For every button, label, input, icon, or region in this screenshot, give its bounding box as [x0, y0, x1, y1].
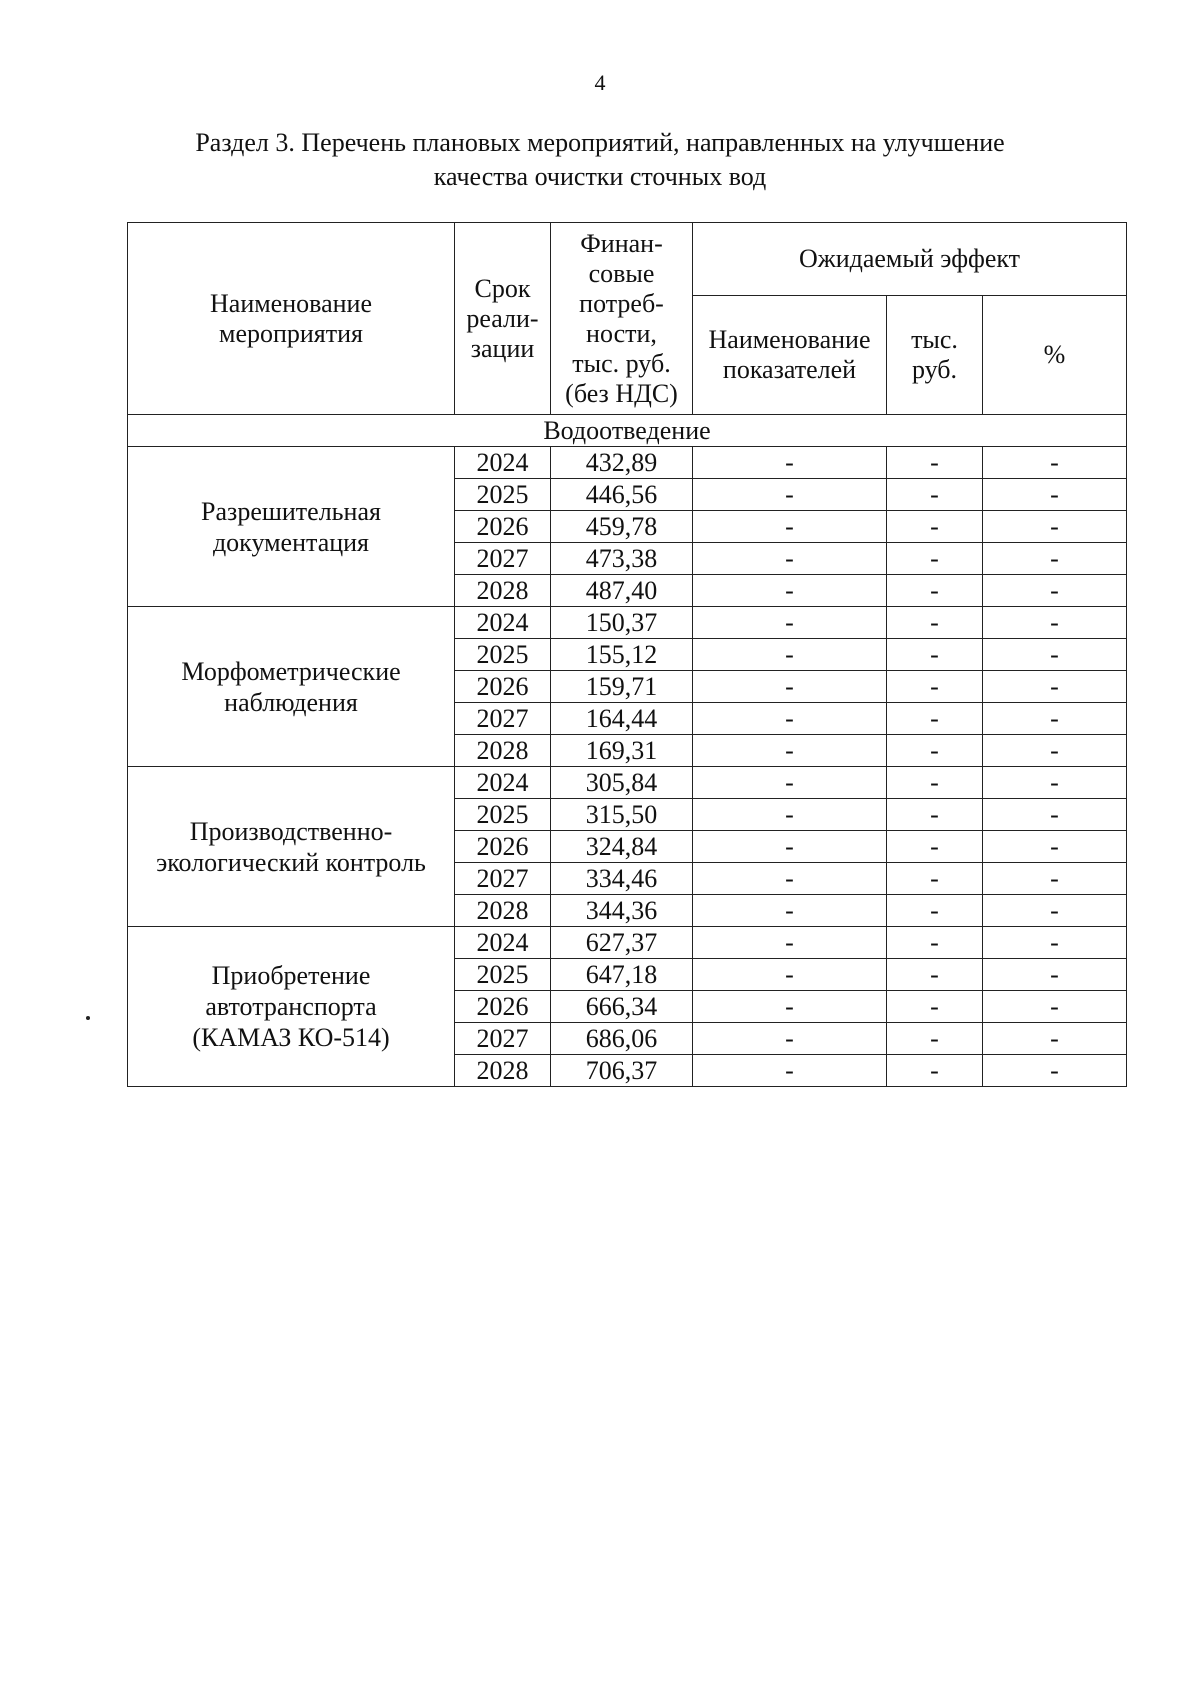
finance-cell: 706,37 — [551, 1055, 693, 1087]
indicator-cell: - — [693, 831, 887, 863]
percent-cell: - — [983, 735, 1127, 767]
percent-cell: - — [983, 767, 1127, 799]
finance-cell: 487,40 — [551, 575, 693, 607]
activity-name-line: экологический контроль — [156, 847, 426, 877]
page-number: 4 — [594, 70, 606, 95]
activity-name-cell — [128, 767, 455, 927]
thousand-rub-cell: - — [887, 927, 983, 959]
activity-name-line: автотранспорта — [205, 992, 377, 1021]
finance-cell: 155,12 — [551, 639, 693, 671]
thousand-rub-cell: - — [887, 1023, 983, 1055]
thousand-rub-cell: - — [887, 543, 983, 575]
thousand-rub-cell: - — [887, 991, 983, 1023]
activity-name-line: Разрешительная — [201, 496, 381, 526]
activity-name-cell — [128, 447, 455, 607]
indicator-cell: - — [693, 511, 887, 543]
indicator-cell: - — [693, 575, 887, 607]
year-cell: 2024 — [455, 927, 551, 959]
finance-cell: 150,37 — [551, 607, 693, 639]
finance-cell: 446,56 — [551, 479, 693, 511]
percent-cell: - — [983, 543, 1127, 575]
thousand-rub-cell: - — [887, 447, 983, 479]
percent-cell: - — [983, 447, 1127, 479]
activity-name-line: документация — [212, 527, 370, 557]
thousand-rub-cell: - — [887, 671, 983, 703]
header-finance: Финан- совые потреб- ности, тыс. руб. (без НДС) — [551, 223, 693, 415]
percent-cell: - — [983, 703, 1127, 735]
finance-cell: 473,38 — [551, 543, 693, 575]
percent-cell: - — [983, 575, 1127, 607]
percent-cell: - — [983, 671, 1127, 703]
activity-name-line: Производственно- — [189, 816, 393, 846]
year-cell: 2027 — [455, 1023, 551, 1055]
finance-cell: 334,46 — [551, 863, 693, 895]
finance-cell: 666,34 — [551, 991, 693, 1023]
indicator-cell: - — [693, 447, 887, 479]
percent-cell: - — [983, 1055, 1127, 1087]
thousand-rub-cell: - — [887, 703, 983, 735]
section-title-line: Раздел 3. Перечень плановых мероприятий, направленных на улучшение — [195, 128, 1005, 157]
year-cell: 2024 — [455, 447, 551, 479]
indicator-cell: - — [693, 607, 887, 639]
header-thousand-rub: тыс. руб. — [887, 296, 983, 415]
thousand-rub-cell: - — [887, 607, 983, 639]
year-cell: 2027 — [455, 863, 551, 895]
percent-cell: - — [983, 607, 1127, 639]
year-cell: 2026 — [455, 831, 551, 863]
activity-name-line: Морфометрические — [181, 656, 401, 686]
indicator-cell: - — [693, 703, 887, 735]
thousand-rub-cell: - — [887, 479, 983, 511]
indicator-cell: - — [693, 543, 887, 575]
percent-cell: - — [983, 831, 1127, 863]
indicator-cell: - — [693, 735, 887, 767]
percent-cell: - — [983, 799, 1127, 831]
thousand-rub-cell: - — [887, 639, 983, 671]
thousand-rub-cell: - — [887, 863, 983, 895]
year-cell: 2025 — [455, 959, 551, 991]
year-cell: 2026 — [455, 511, 551, 543]
section-title — [0, 126, 1200, 194]
finance-cell: 647,18 — [551, 959, 693, 991]
year-cell: 2028 — [455, 1055, 551, 1087]
year-cell: 2026 — [455, 671, 551, 703]
activity-name-line: (КАМАЗ КО-514) — [192, 1023, 390, 1052]
year-cell: 2027 — [455, 543, 551, 575]
percent-cell: - — [983, 511, 1127, 543]
indicator-cell: - — [693, 639, 887, 671]
header-indicator-name: Наименование показателей — [693, 296, 887, 415]
year-cell: 2024 — [455, 767, 551, 799]
table-row — [128, 767, 1127, 799]
percent-cell: - — [983, 959, 1127, 991]
year-cell: 2026 — [455, 991, 551, 1023]
percent-cell: - — [983, 927, 1127, 959]
percent-cell: - — [983, 863, 1127, 895]
year-cell: 2028 — [455, 895, 551, 927]
thousand-rub-cell: - — [887, 767, 983, 799]
indicator-cell: - — [693, 479, 887, 511]
indicator-cell: - — [693, 799, 887, 831]
finance-cell: 315,50 — [551, 799, 693, 831]
finance-cell: 324,84 — [551, 831, 693, 863]
activity-name-line: Приобретение — [211, 961, 371, 990]
finance-cell: 344,36 — [551, 895, 693, 927]
section-title-line: качества очистки сточных вод — [433, 162, 767, 191]
finance-cell: 627,37 — [551, 927, 693, 959]
finance-cell: 169,31 — [551, 735, 693, 767]
indicator-cell: - — [693, 895, 887, 927]
measures-table — [127, 222, 1127, 1087]
year-cell: 2025 — [455, 639, 551, 671]
activity-name-cell — [128, 927, 455, 1087]
finance-cell: 432,89 — [551, 447, 693, 479]
indicator-cell: - — [693, 671, 887, 703]
indicator-cell: - — [693, 927, 887, 959]
thousand-rub-cell: - — [887, 1055, 983, 1087]
indicator-cell: - — [693, 1023, 887, 1055]
header-term: Срок реали- зации — [455, 223, 551, 415]
header-activity-name: Наименование мероприятия — [128, 223, 455, 415]
thousand-rub-cell: - — [887, 575, 983, 607]
table-row — [128, 607, 1127, 639]
table-row — [128, 447, 1127, 479]
finance-cell: 164,44 — [551, 703, 693, 735]
year-cell: 2027 — [455, 703, 551, 735]
indicator-cell: - — [693, 991, 887, 1023]
percent-cell: - — [983, 991, 1127, 1023]
year-cell: 2025 — [455, 799, 551, 831]
percent-cell: - — [983, 639, 1127, 671]
header-percent: % — [983, 296, 1127, 415]
indicator-cell: - — [693, 767, 887, 799]
table-body — [128, 415, 1127, 1087]
stray-dot-mark — [86, 1016, 90, 1020]
thousand-rub-cell: - — [887, 511, 983, 543]
thousand-rub-cell: - — [887, 895, 983, 927]
percent-cell: - — [983, 1023, 1127, 1055]
indicator-cell: - — [693, 1055, 887, 1087]
finance-cell: 459,78 — [551, 511, 693, 543]
section-label-water-disposal: Водоотведение — [128, 415, 1127, 447]
year-cell: 2025 — [455, 479, 551, 511]
header-expected-effect: Ожидаемый эффект — [693, 223, 1127, 296]
indicator-cell: - — [693, 863, 887, 895]
indicator-cell: - — [693, 959, 887, 991]
year-cell: 2028 — [455, 575, 551, 607]
finance-cell: 686,06 — [551, 1023, 693, 1055]
activity-name-line: наблюдения — [224, 687, 358, 717]
thousand-rub-cell: - — [887, 799, 983, 831]
thousand-rub-cell: - — [887, 959, 983, 991]
year-cell: 2028 — [455, 735, 551, 767]
thousand-rub-cell: - — [887, 831, 983, 863]
percent-cell: - — [983, 895, 1127, 927]
year-cell: 2024 — [455, 607, 551, 639]
activity-name-cell — [128, 607, 455, 767]
thousand-rub-cell: - — [887, 735, 983, 767]
table-row — [128, 927, 1127, 959]
finance-cell: 159,71 — [551, 671, 693, 703]
percent-cell: - — [983, 479, 1127, 511]
finance-cell: 305,84 — [551, 767, 693, 799]
